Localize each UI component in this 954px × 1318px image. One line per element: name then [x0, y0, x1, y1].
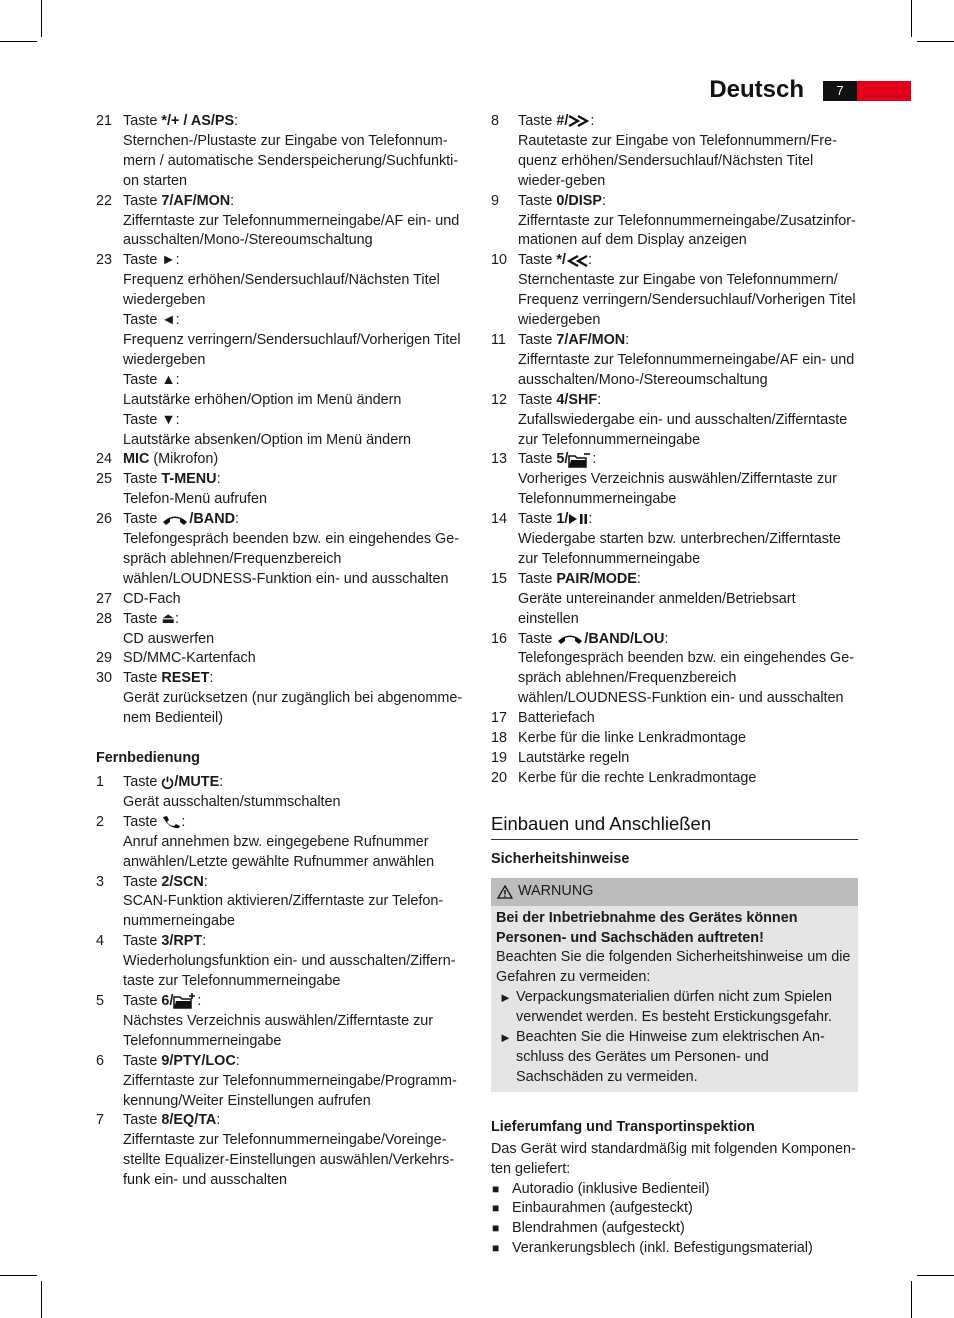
list-item: 1 Taste /MUTE: Gerät ausschalten/stummschalten [96, 774, 341, 810]
item-description: (Mikrofon) [149, 451, 219, 468]
item-description: Gerät ausschalten/stummschalten [123, 793, 341, 810]
item-number: 4 [96, 933, 105, 950]
list-item: 13 Taste 5/ : Vorheriges Verzeichnis auswählen/Zifferntaste zur Telefonnummerneingabe [491, 451, 837, 508]
arrow-down-icon: ▼ [161, 411, 176, 428]
crop-mark [911, 0, 912, 37]
scope-intro: Das Gerät wird standardmäßig mit folgenden Komponen-ten geliefert: [491, 1140, 856, 1177]
item-description: Lautstärke erhöhen/Option im Menü ändern [123, 391, 402, 408]
item-number: 3 [96, 873, 105, 890]
warning-intro: Beachten Sie die folgenden Sicherheitshinweise um die Gefahren zu vermeiden: [496, 949, 851, 986]
key-name: 0/DISP [556, 192, 602, 209]
key-name: /BAND/LOU [584, 630, 665, 647]
item-description: SD/MMC-Kartenfach [123, 650, 256, 667]
list-item [491, 1180, 858, 1200]
list-item: 23 Taste ►: Frequenz erhöhen/Sendersuchlauf/Nächsten Titel wiedergeben Taste ◄: Frequenz verringern/Sendersuchlauf/Vorherigen Titel wiedergeben Taste ▲: Lautstärke erhöhen/Option im Menü ändern Taste ▼: Lautstärke absenken/Option im Menü ändern [96, 252, 461, 448]
list-item [491, 769, 858, 789]
item-description: Gerät zurücksetzen (nur zugänglich bei abgenomme-nem Bedienteil) [123, 690, 463, 727]
item-number: 13 [491, 451, 508, 468]
warning-icon [497, 885, 513, 899]
item-description: Batteriefach [518, 710, 595, 727]
crop-mark [917, 1275, 954, 1276]
item-description: Telefongespräch beenden bzw. ein eingehendes Ge-spräch ablehnen/Frequenzbereich wählen/LOUDNESS-Funktion ein- und ausschalten [123, 531, 460, 587]
item-description: Zufallswiedergabe ein- und ausschalten/Zifferntaste zur Telefonnummerneingabe [518, 411, 848, 448]
phone-call-icon [161, 815, 181, 829]
item-number: 6 [96, 1052, 105, 1069]
list-item-text: Einbaurahmen (aufgesteckt) [512, 1200, 693, 1217]
square-bullet-icon: ■ [492, 1221, 500, 1236]
item-description: CD auswerfen [123, 630, 215, 647]
item-description: Nächstes Verzeichnis auswählen/Zifferntaste zur Telefonnummerneingabe [123, 1012, 434, 1049]
item-number: 12 [491, 391, 508, 408]
key-name: RESET [161, 670, 210, 687]
item-description: Zifferntaste zur Telefonnummerneingabe/AF ein- und ausschalten/Mono-/Stereoumschaltung [123, 212, 460, 249]
key-name: 8/EQ/TA [161, 1112, 217, 1129]
key-name: 4/SHF [556, 391, 598, 408]
warning-bullet-text: Beachten Sie die Hinweise zum elektrischen An-schluss des Gerätes um Personen- und Sachschäden zu vermeiden. [516, 1029, 825, 1085]
list-item: 3 Taste 2/SCN: SCAN-Funktion aktivieren/Zifferntaste zur Telefon-nummerneingabe [96, 873, 444, 930]
arrow-up-icon: ▲ [161, 371, 176, 388]
item-description: Sternchentaste zur Eingabe von Telefonnummern/ Frequenz verringern/Sendersuchlauf/Vorherigen Titel wiedergeben [518, 272, 856, 329]
item-number: 19 [491, 750, 508, 766]
warning-body [491, 906, 858, 1092]
item-number: 25 [96, 471, 113, 488]
item-number: 17 [491, 710, 508, 727]
list-item: 7 Taste 8/EQ/TA: Zifferntaste zur Telefonnummerneingabe/Voreinge-stellte Equalizer-Einstellungen auswählen/Verkehrs-funk ein- und ausschalten [96, 1112, 455, 1189]
item-description: Lautstärke regeln [518, 750, 630, 766]
list-item-text: Blendrahmen (aufgesteckt) [512, 1220, 685, 1237]
list-item: 2 Taste : Anruf annehmen bzw. eingegebene Rufnummer anwählen/Letzte gewählte Rufnummer anwählen [96, 813, 435, 870]
list-item: 28 Taste ⏏: CD auswerfen [96, 610, 215, 647]
item-description: Kerbe für die rechte Lenkradmontage [518, 769, 757, 786]
section-heading-remote: Fernbedienung [96, 750, 200, 767]
list-item-text: Autoradio (inklusive Bedienteil) [512, 1180, 710, 1197]
list-item [491, 729, 858, 749]
list-item [96, 192, 466, 252]
key-name: 6/ [161, 992, 174, 1009]
list-item [96, 649, 466, 669]
eject-icon: ⏏ [161, 610, 176, 627]
key-name: 9/PTY/LOC [161, 1052, 236, 1069]
triangle-bullet-icon: ► [499, 1030, 512, 1046]
item-description: Wiedergabe starten bzw. unterbrechen/Zifferntaste zur Telefonnummerneingabe [518, 531, 841, 567]
item-description: Frequenz verringern/Sendersuchlauf/Vorherigen Titel wiedergeben [123, 331, 461, 368]
key-name: 1/ [556, 511, 569, 528]
list-item: 16 Taste /BAND/LOU: Telefongespräch beenden bzw. ein eingehendes Ge-spräch ablehnen/Frequenzbereich wählen/LOUDNESS-Funktion ein- und ausschalten [491, 630, 855, 707]
key-name: 3/RPT [161, 933, 203, 950]
list-item [96, 590, 466, 610]
list-item: 8 Taste #/ : Rautetaste zur Eingabe von Telefonnummern/Fre-quenz erhöhen/Sendersuchlauf/Nächsten Titel wieder-geben [491, 113, 837, 189]
crop-mark [0, 1275, 37, 1276]
item-number: 22 [96, 192, 113, 209]
safety-heading: Sicherheitshinweise [491, 850, 630, 867]
list-item [491, 1239, 858, 1259]
item-number: 23 [96, 252, 113, 269]
item-number: 14 [491, 511, 508, 528]
warning-box [491, 878, 858, 1092]
item-number: 15 [491, 570, 508, 587]
key-suffix: : [234, 113, 239, 129]
key-name: */ [556, 252, 567, 269]
list-item: 26 Taste /BAND: Telefongespräch beenden bzw. ein eingehendes Ge-spräch ablehnen/Frequenzbereich wählen/LOUDNESS-Funktion ein- und ausschalten [96, 511, 460, 587]
hang-up-icon [556, 632, 584, 645]
hang-up-icon [161, 513, 189, 526]
rewind-icon [566, 255, 588, 267]
page-number: 7 [823, 81, 857, 101]
item-number: 5 [96, 992, 105, 1009]
item-description: Telefongespräch beenden bzw. ein eingehendes Ge-spräch ablehnen/Frequenzbereich wählen/LOUDNESS-Funktion ein- und ausschalten [518, 650, 855, 707]
key-name: 5/ [556, 451, 569, 468]
list-item [491, 709, 858, 729]
warning-header [491, 878, 858, 906]
item-number: 21 [96, 113, 113, 129]
item-number: 30 [96, 670, 113, 687]
item-description: Sternchen-/Plustaste zur Eingabe von Telefonnum-mern / automatische Senderspeicherung/Suchfunkti-on starten [123, 132, 459, 189]
list-item: 25 Taste T-MENU: Telefon-Menü aufrufen [96, 471, 267, 508]
item-number: 24 [96, 451, 113, 468]
warning-bullet [496, 988, 853, 1028]
item-description: Zifferntaste zur Telefonnummerneingabe/AF ein- und ausschalten/Mono-/Stereoumschaltung [518, 351, 855, 388]
list-item-text: Verankerungsblech (inkl. Befestigungsmaterial) [512, 1240, 813, 1257]
item-label: Taste [123, 411, 158, 428]
key-name: */+ / AS/PS [161, 113, 235, 129]
item-label: Taste [123, 511, 162, 528]
item-description: Kerbe für die linke Lenkradmontage [518, 730, 746, 747]
warning-label: WARNUNG [518, 882, 594, 899]
item-description: Wiederholungsfunktion ein- und ausschalten/Ziffern-taste zur Telefonnummerneingabe [123, 953, 456, 990]
key-name: #/ [556, 113, 569, 129]
item-number: 18 [491, 730, 508, 747]
list-item [96, 450, 466, 470]
power-icon [161, 776, 174, 789]
list-item: 12 Taste 4/SHF: Zufallswiedergabe ein- und ausschalten/Zifferntaste zur Telefonnummerneingabe [491, 391, 848, 448]
list-item [491, 1219, 858, 1239]
play-pause-icon [568, 513, 588, 525]
key-name: /MUTE [174, 774, 220, 790]
key-name: T-MENU [161, 471, 217, 488]
list-item: 11 Taste 7/AF/MON: Zifferntaste zur Telefonnummerneingabe/AF ein- und ausschalten/Mono-/Stereoumschaltung [491, 331, 855, 388]
item-number: 7 [96, 1112, 105, 1129]
warning-bullet [496, 1028, 853, 1088]
item-label: Taste [123, 471, 162, 488]
arrow-left-icon: ◄ [161, 312, 176, 329]
item-number: 10 [491, 252, 508, 269]
item-number: 11 [491, 331, 506, 348]
triangle-bullet-icon: ► [499, 990, 512, 1006]
item-description: Rautetaste zur Eingabe von Telefonnummern/Fre-quenz erhöhen/Sendersuchlauf/Nächsten Titel wieder-geben [518, 132, 837, 189]
key-name: MIC [123, 451, 150, 468]
item-number: 20 [491, 769, 508, 786]
list-item: 10 Taste */ : Sternchentaste zur Eingabe von Telefonnummern/ Frequenz verringern/Sendersuchlauf/Vorherigen Titel wiedergeben [491, 252, 856, 329]
key-name: 7/AF/MON [161, 192, 231, 209]
list-item: 30 Taste RESET: Gerät zurücksetzen (nur zugänglich bei abgenomme-nem Bedienteil) [96, 670, 463, 727]
warning-bold-text: Bei der Inbetriebnahme des Gerätes können Personen- und Sachschäden auftreten! [496, 909, 798, 946]
key-name: 2/SCN [161, 873, 204, 890]
item-label: Taste [123, 312, 158, 329]
crop-mark [911, 1281, 912, 1318]
key-suffix: : [230, 192, 235, 209]
item-description: SCAN-Funktion aktivieren/Zifferntaste zur Telefon-nummerneingabe [123, 893, 444, 930]
list-item: 9 Taste 0/DISP: Zifferntaste zur Telefonnummerneingabe/Zusatzinfor-mationen auf dem Display anzeigen [491, 192, 856, 249]
key-name: PAIR/MODE [556, 570, 637, 587]
list-item: 4 Taste 3/RPT: Wiederholungsfunktion ein- und ausschalten/Ziffern-taste zur Telefonnummerneingabe [96, 933, 456, 990]
folder-plus-icon [173, 993, 197, 1009]
item-label: Taste [123, 192, 162, 209]
square-bullet-icon: ■ [492, 1201, 500, 1216]
item-description: Frequenz erhöhen/Sendersuchlauf/Nächsten Titel wiedergeben [123, 272, 440, 309]
item-number: 9 [491, 192, 500, 209]
fast-forward-icon [568, 115, 590, 127]
item-number: 16 [491, 630, 508, 647]
scope-heading: Lieferumfang und Transportinspektion [491, 1118, 755, 1135]
crop-mark [41, 0, 42, 37]
list-item [491, 749, 858, 769]
section-title: Einbauen und Anschließen [491, 811, 858, 840]
page-language-title: Deutsch [709, 76, 804, 103]
item-number: 27 [96, 590, 113, 607]
item-number: 1 [96, 774, 105, 790]
item-description: Geräte untereinander anmelden/Betriebsart einstellen [518, 590, 796, 627]
right-column [491, 112, 858, 1259]
item-number: 2 [96, 813, 105, 830]
list-item: 5 Taste 6/ : Nächstes Verzeichnis auswählen/Zifferntaste zur Telefonnummerneingabe [96, 992, 434, 1049]
crop-mark [41, 1281, 42, 1318]
list-item: 15 Taste PAIR/MODE: Geräte untereinander anmelden/Betriebsart einstellen [491, 570, 796, 627]
square-bullet-icon: ■ [492, 1181, 500, 1196]
item-description: Vorheriges Verzeichnis auswählen/Zifferntaste zur Telefonnummerneingabe [518, 471, 837, 508]
item-number: 29 [96, 650, 113, 667]
item-description: CD-Fach [123, 590, 181, 607]
arrow-right-icon: ► [161, 252, 176, 269]
accent-bar [857, 81, 911, 101]
list-item [96, 112, 466, 192]
list-item [491, 1199, 858, 1219]
item-label: Taste [123, 670, 162, 687]
item-label: Taste [123, 113, 162, 129]
key-name: /BAND [189, 511, 235, 528]
left-column [96, 112, 466, 1191]
crop-mark [0, 41, 37, 42]
list-item: 6 Taste 9/PTY/LOC: Zifferntaste zur Telefonnummerneingabe/Programm-kennung/Weiter Einstellungen aufrufen [96, 1052, 457, 1109]
item-description: Lautstärke absenken/Option im Menü ändern [123, 431, 411, 448]
item-number: 8 [491, 113, 500, 129]
list-item: 14 Taste 1/ : Wiedergabe starten bzw. unterbrechen/Zifferntaste zur Telefonnummerneingabe [491, 511, 841, 567]
item-description: Zifferntaste zur Telefonnummerneingabe/Zusatzinfor-mationen auf dem Display anzeigen [518, 212, 856, 249]
key-name: 7/AF/MON [556, 331, 626, 348]
warning-bullet-text: Verpackungsmaterialien dürfen nicht zum Spielen verwendet werden. Es besteht Erstickungsgefahr. [516, 989, 832, 1026]
square-bullet-icon: ■ [492, 1241, 500, 1256]
item-label: Taste [123, 371, 158, 388]
item-number: 26 [96, 511, 113, 528]
item-label: Taste [123, 610, 162, 627]
item-description: Zifferntaste zur Telefonnummerneingabe/Voreinge-stellte Equalizer-Einstellungen auswählen/Verkehrs-funk ein- und ausschalten [123, 1132, 455, 1189]
item-description: Anruf annehmen bzw. eingegebene Rufnummer anwählen/Letzte gewählte Rufnummer anwählen [123, 833, 435, 870]
crop-mark [917, 41, 954, 42]
item-number: 28 [96, 610, 113, 627]
item-description: Telefon-Menü aufrufen [123, 491, 267, 508]
item-label: Taste [123, 252, 158, 269]
item-description: Zifferntaste zur Telefonnummerneingabe/Programm-kennung/Weiter Einstellungen aufrufen [123, 1072, 457, 1109]
folder-minus-icon [568, 452, 592, 468]
